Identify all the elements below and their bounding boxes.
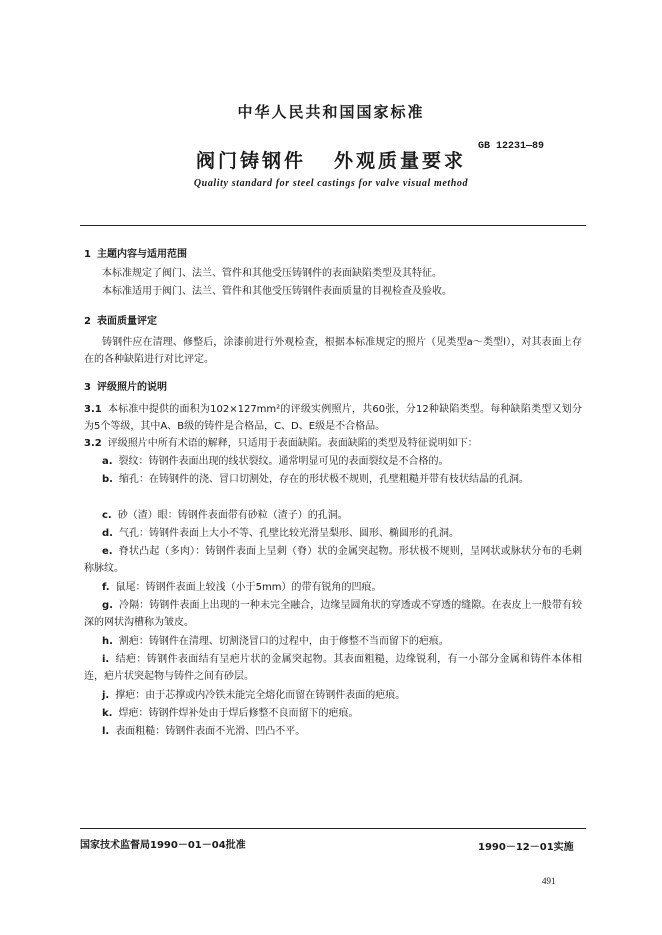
defect-item-b: b. 缩孔：在铸钢件的浇、冒口切割处，存在的形状极不规则，孔壁粗糙并带有枝状结晶的孔洞。 (102, 474, 529, 485)
document-title-part2: 外观质量要求 (334, 150, 467, 172)
defect-item-c: c. 砂（渣）眼：铸钢件表面带有砂粒（渣子）的孔洞。 (102, 510, 348, 521)
defect-item-k: k. 焊疤：铸钢件焊补处由于焊后修整不良而留下的疤痕。 (102, 708, 359, 719)
section-2-paragraph: 铸钢件应在清理、修整后，涂漆前进行外观检查，根据本标准规定的照片（见类型a～类型l），对其表面上存在的各种缺陷进行对比评定。 (84, 337, 582, 365)
standard-category-title: 中华人民共和国国家标准 (237, 103, 425, 121)
clause-3-2: 3.2 评级照片中所有术语的解释，只适用于表面缺陷。表面缺陷的类型及特征说明如下： (84, 438, 478, 449)
clause-3-1: 3.1 本标准中提供的面积为102×127mm²的评级实例照片，共60张，分12种缺陷类型。每种缺陷类型又划分为5个等级，其中A、B级的铸件是合格品，C、D、E级是不合格品。 (84, 404, 582, 432)
section-1-paragraph-1: 本标准规定了阀门、法兰、管件和其他受压铸钢件的表面缺陷类型及其特征。 (102, 268, 442, 279)
standard-code: GB 12231—89 (478, 141, 545, 152)
defect-item-g: g. 冷隔：铸钢件表面上出现的一种未完全融合，边缘呈圆角状的穿透或不穿透的缝隙。在表皮上一般带有较深的网状沟槽称为皱皮。 (84, 600, 582, 628)
header-divider (80, 225, 586, 226)
section-1-heading: 1 主题内容与适用范围 (84, 249, 187, 260)
approval-date: 国家技术监督局1990－01－04批准 (80, 840, 246, 851)
defect-item-a: a. 裂纹：铸钢件表面出现的线状裂纹。通常明显可见的表面裂纹是不合格的。 (102, 456, 449, 467)
section-2-heading: 2 表面质量评定 (84, 316, 157, 327)
footer-divider (80, 828, 586, 829)
defect-item-e: e. 脊状凸起（多肉）：铸钢件表面上呈刺（脊）状的金属突起物。形状极不规则，呈网状或脉状分布的毛刺称脉纹。 (84, 546, 582, 574)
defect-item-i: i. 结疤：铸钢件表面结有呈疤片状的金属突起物。其表面粗糙，边缘锐利，有一小部分金属和铸件本体相连，疤片状突起物与铸件之间有砂层。 (84, 654, 582, 682)
section-1-paragraph-2: 本标准适用于阀门、法兰、管件和其他受压铸钢件表面质量的目视检查及验收。 (102, 286, 452, 297)
english-title: Quality standard for steel castings for valve visual method (193, 178, 469, 189)
page-number: 491 (542, 876, 556, 886)
defect-item-l: l. 表面粗糙：铸钢件表面不光滑、凹凸不平。 (102, 726, 306, 737)
defect-item-h: h. 割疤：铸钢件在清理、切割浇冒口的过程中，由于修整不当而留下的疤痕。 (102, 636, 449, 647)
document-title-part1: 阀门铸钢件 (195, 150, 306, 172)
defect-item-j: j. 撑疤：由于芯撑或内冷铁未能完全熔化而留在铸钢件表面的疤痕。 (102, 690, 406, 701)
document-title (0, 146, 662, 173)
defect-item-d: d. 气孔：铸钢件表面上大小不等、孔壁比较光滑呈梨形、圆形、椭圆形的孔洞。 (102, 528, 459, 539)
section-3-heading: 3 评级照片的说明 (84, 382, 167, 393)
defect-item-f: f. 鼠尾：铸钢件表面上较浅（小于5mm）的带有锐角的凹痕。 (102, 582, 382, 593)
implementation-date: 1990－12－01实施 (478, 842, 574, 853)
